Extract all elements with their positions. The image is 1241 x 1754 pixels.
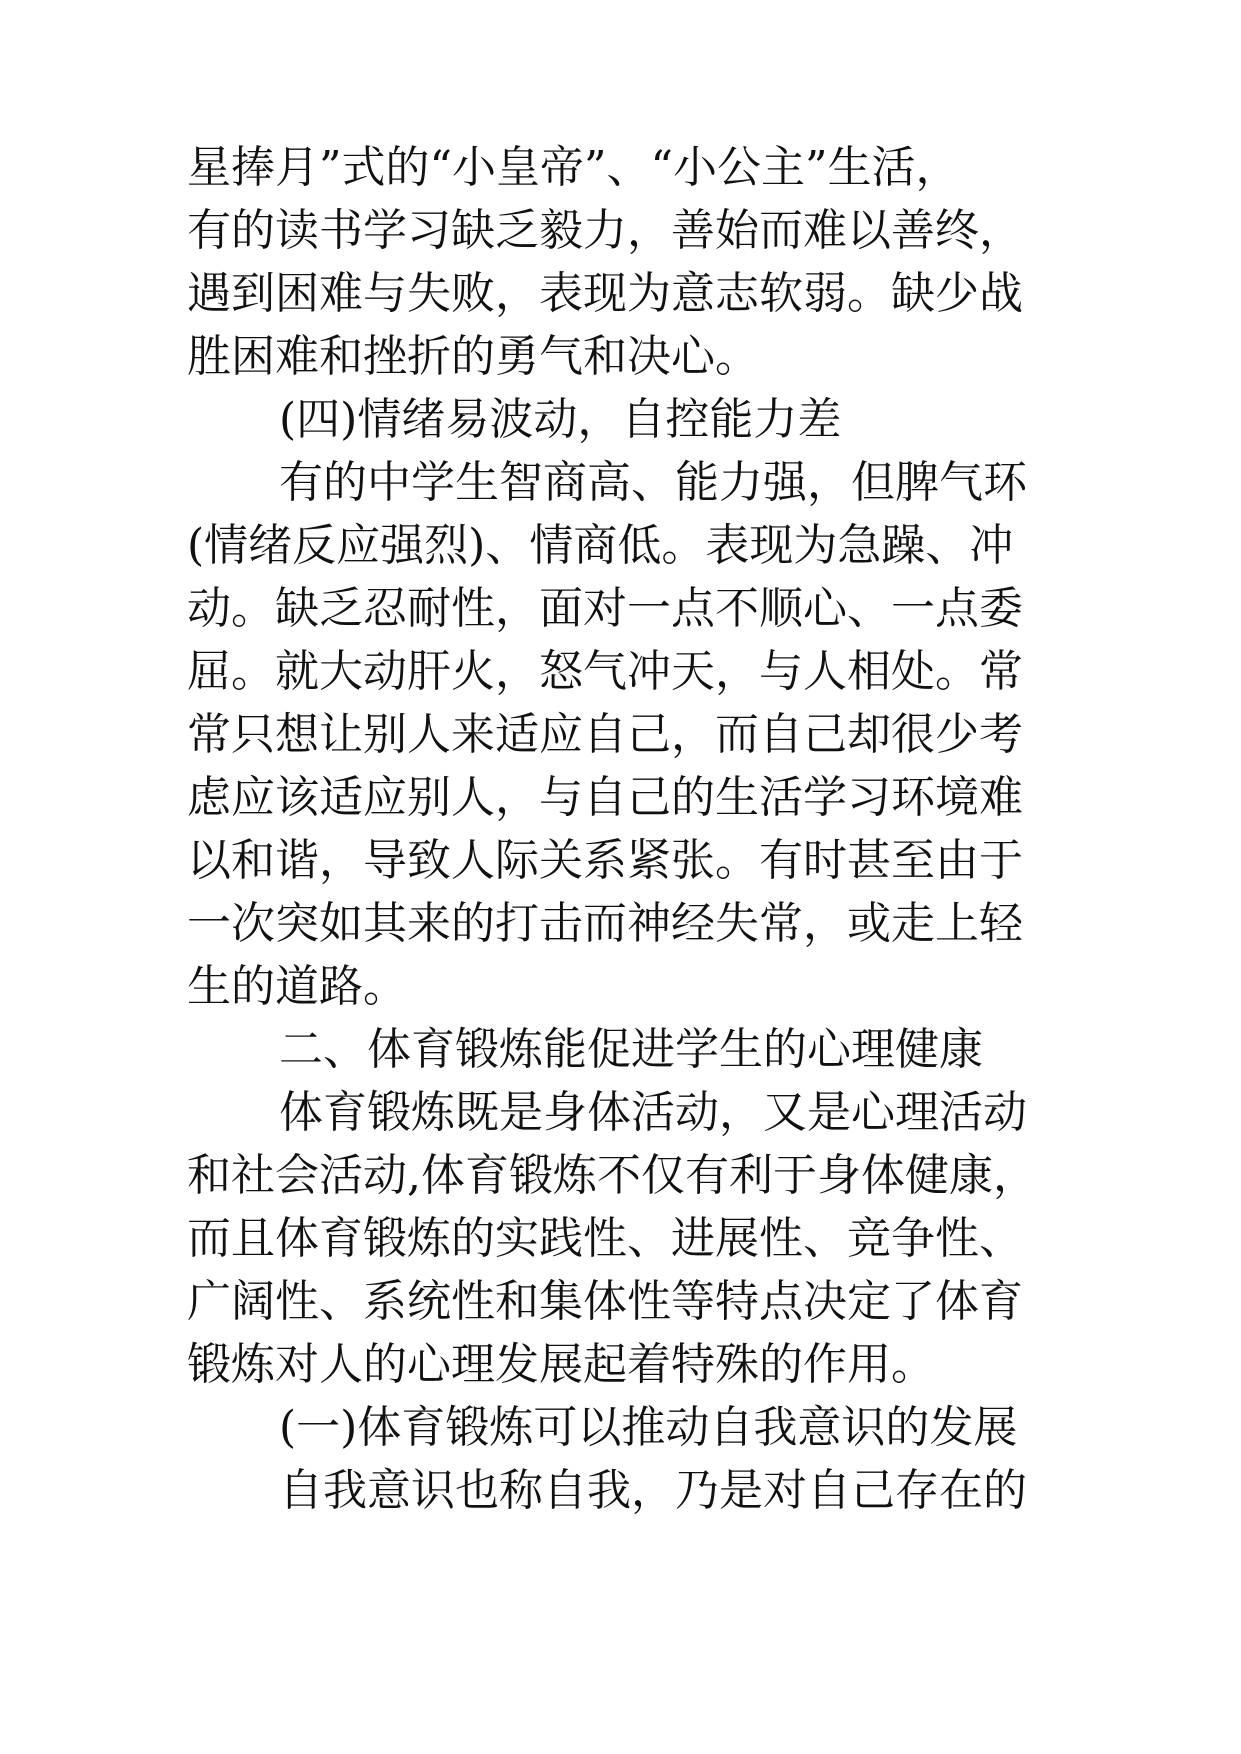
text-line: 常只想让别人来适应自己，而自己却很少考 (187, 709, 1023, 760)
text-line: 屈。就大动肝火，怒气冲天，与人相处。常 (187, 646, 1023, 697)
section-heading: (一)体育锻炼可以推动自我意识的发展 (279, 1402, 1018, 1453)
text-line: 有的读书学习缺乏毅力，善始而难以善终， (187, 205, 1023, 256)
text-line: 遇到困难与失败，表现为意志软弱。缺少战 (187, 268, 1023, 319)
text-line: 广阔性、系统性和集体性等特点决定了体育 (187, 1276, 1023, 1327)
text-line: 以和谐，导致人际关系紧张。有时甚至由于 (187, 835, 1023, 886)
paragraph-start: 体育锻炼既是身体活动，又是心理活动 (279, 1087, 1027, 1138)
text-line: 一次突如其来的打击而神经失常，或走上轻 (187, 898, 1023, 949)
text-line: 虑应该适应别人，与自己的生活学习环境难 (187, 772, 1023, 823)
text-line: (情绪反应强烈)、情商低。表现为急躁、冲 (187, 520, 1014, 571)
text-line: 星捧月”式的“小皇帝”、“小公主”生活， (187, 142, 960, 193)
text-line: 动。缺乏忍耐性，面对一点不顺心、一点委 (187, 583, 1023, 634)
paragraph-start: 有的中学生智商高、能力强，但脾气环 (279, 457, 1027, 508)
text-line: 锻炼对人的心理发展起着特殊的作用。 (187, 1339, 935, 1390)
text-line: 生的道路。 (187, 961, 407, 1012)
text-line: 而且体育锻炼的实践性、进展性、竞争性、 (187, 1213, 1023, 1264)
section-heading: (四)情绪易波动，自控能力差 (279, 394, 842, 445)
text-line: 胜困难和挫折的勇气和决心。 (187, 331, 759, 382)
section-heading: 二、体育锻炼能促进学生的心理健康 (279, 1024, 983, 1075)
text-line: 和社会活动,体育锻炼不仅有利于身体健康， (187, 1150, 1037, 1201)
paragraph-start: 自我意识也称自我，乃是对自己存在的 (279, 1465, 1027, 1516)
